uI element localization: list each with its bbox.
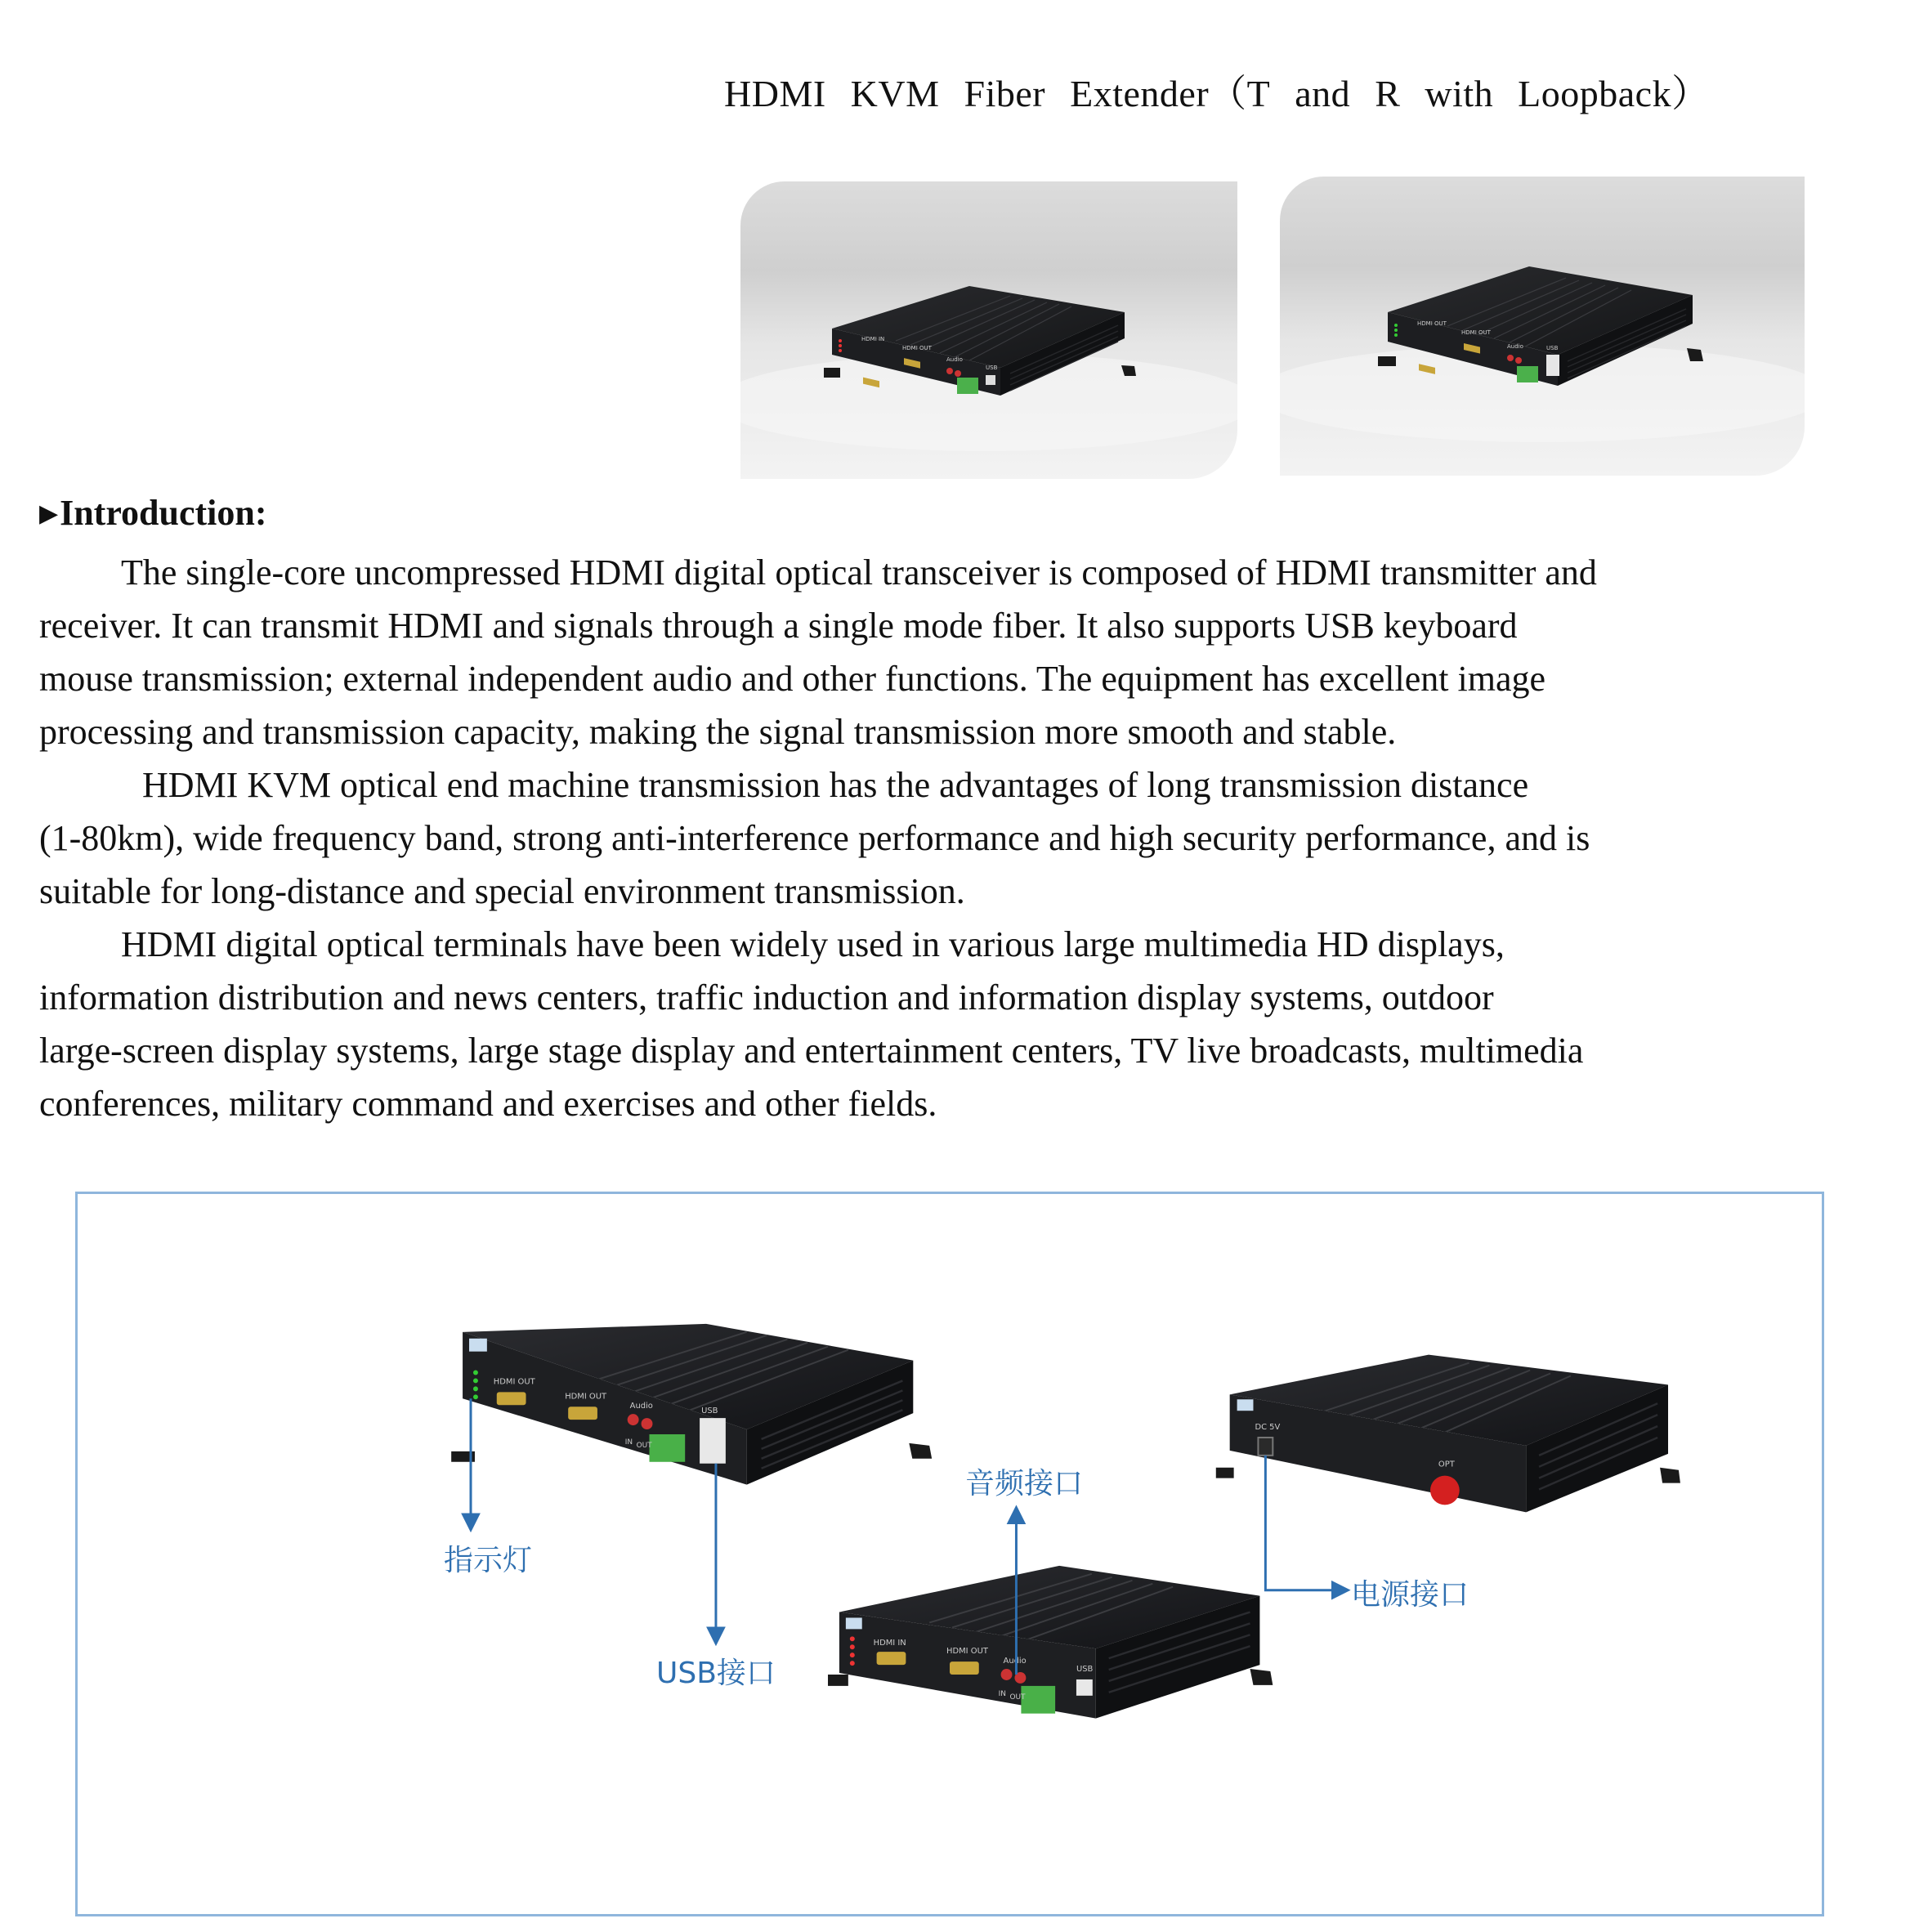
heading-text: Introduction: (60, 493, 267, 533)
power-callout: 电源接口 (1351, 1578, 1469, 1612)
title-word: HDMI (724, 73, 826, 114)
title-word: with (1425, 73, 1494, 114)
port-label: Audio (1003, 1657, 1027, 1666)
interface-diagram (75, 1192, 1824, 1916)
introduction-body (39, 546, 1837, 1130)
text-line: (1-80km), wide frequency band, strong anti-interference performance and high security performance, and is (39, 818, 1590, 858)
port-label: IN (998, 1689, 1006, 1698)
port-label: USB (1076, 1665, 1094, 1675)
port-label: HDMI OUT (565, 1392, 607, 1402)
receiver-photo (1280, 177, 1805, 476)
device-illustration (78, 1194, 1822, 1914)
text-line: HDMI digital optical terminals have been widely used in various large multimedia HD displays, (121, 924, 1505, 964)
rear-device (1216, 1355, 1680, 1513)
text-line: conferences, military command and exercises and other fields. (39, 1084, 937, 1124)
port-label: HDMI OUT (902, 345, 932, 351)
port-label: Audio (946, 356, 963, 363)
port-label: USB (701, 1407, 718, 1416)
port-label: HDMI IN (861, 336, 885, 342)
receiver-device (451, 1324, 932, 1485)
text-line: HDMI KVM optical end machine transmission has the advantages of long transmission distance (142, 765, 1529, 805)
title-word: Fiber (964, 73, 1046, 114)
section-heading (39, 492, 267, 534)
transmitter-device (828, 1566, 1273, 1719)
triangle-bullet-icon: ▶ (39, 500, 59, 527)
usb-callout: USB接口 (656, 1657, 776, 1690)
port-label: OUT (1009, 1693, 1026, 1702)
paragraph (39, 546, 1837, 758)
port-label: Audio (1507, 343, 1523, 350)
text-line: suitable for long-distance and special environment transmission. (39, 871, 965, 911)
text-line: mouse transmission; external independent audio and other functions. The equipment has excellent image (39, 659, 1546, 699)
page-title (724, 64, 1710, 118)
title-word: KVM (850, 73, 940, 114)
text-line: The single-core uncompressed HDMI digital optical transceiver is composed of HDMI transmitter and (121, 552, 1597, 593)
port-label: USB (986, 364, 998, 371)
transmitter-photo (740, 181, 1237, 479)
title-word: and (1295, 73, 1351, 114)
port-label: USB (1546, 345, 1559, 351)
port-label: IN (624, 1438, 633, 1447)
port-label: OUT (636, 1441, 652, 1450)
port-label: OPT (1438, 1460, 1455, 1469)
port-label: DC 5V (1255, 1423, 1281, 1433)
paragraph (39, 918, 1837, 1130)
port-label: HDMI IN (873, 1639, 906, 1648)
title-word: Extender（T (1070, 73, 1271, 114)
port-label: Audio (629, 1402, 653, 1411)
text-line: receiver. It can transmit HDMI and signals through a single mode fiber. It also supports USB keyboard (39, 606, 1518, 646)
title-word: Loopback） (1518, 73, 1710, 114)
text-line: processing and transmission capacity, making the signal transmission more smooth and stable. (39, 712, 1397, 752)
power-arrow (1265, 1456, 1340, 1590)
indicator-callout: 指示灯 (444, 1544, 533, 1577)
audio-callout: 音频接口 (965, 1467, 1084, 1500)
text-line: information distribution and news centers, traffic induction and information display systems, outdoor (39, 977, 1494, 1017)
text-line: large-screen display systems, large stage display and entertainment centers, TV live broadcasts, multimedia (39, 1031, 1584, 1071)
port-label: HDMI OUT (946, 1647, 988, 1657)
paragraph (39, 758, 1837, 918)
title-word: R (1375, 73, 1401, 114)
port-label: HDMI OUT (1461, 329, 1491, 336)
port-label: HDMI OUT (1417, 320, 1447, 327)
port-label: HDMI OUT (493, 1377, 535, 1387)
